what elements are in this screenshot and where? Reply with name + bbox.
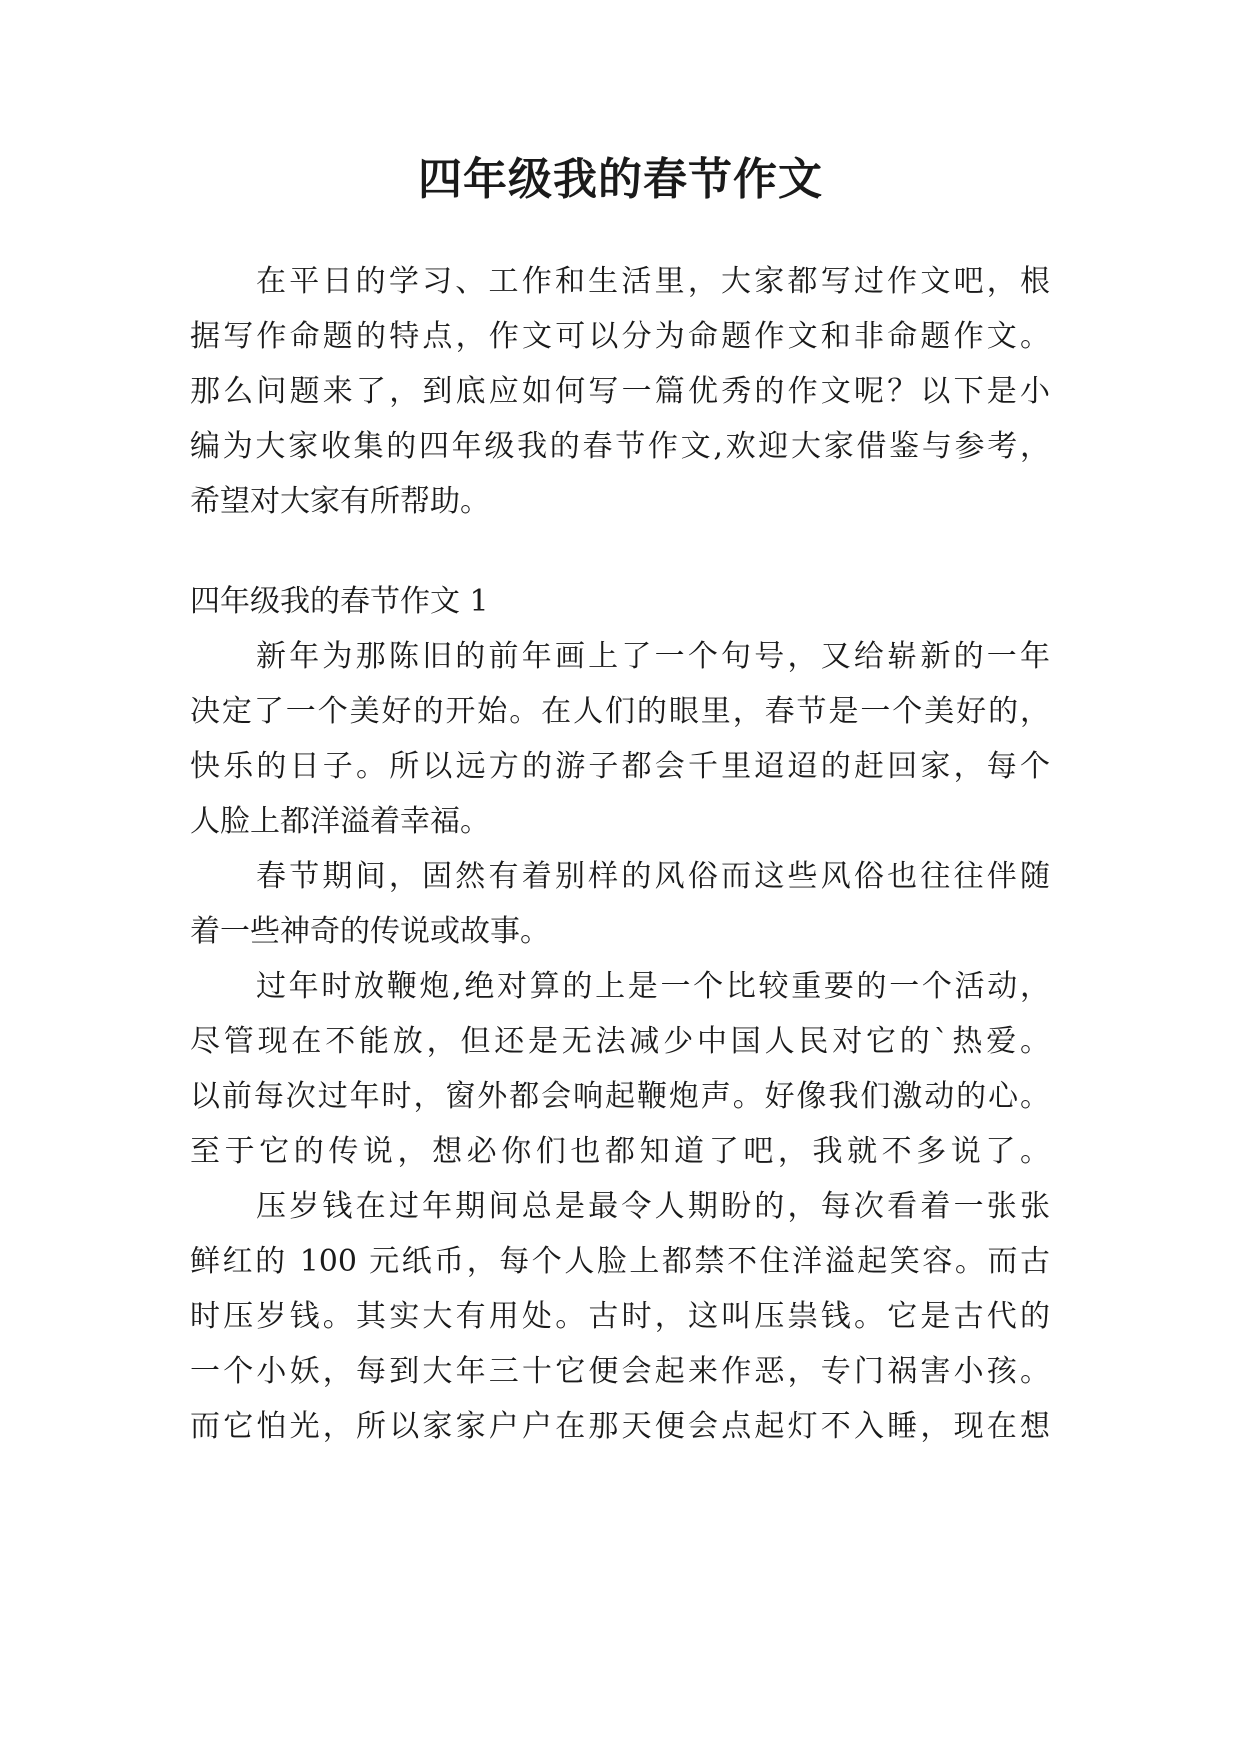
text-line: 希望对大家有所帮助。 [190,484,490,519]
text-line: 时压岁钱。其实大有用处。古时，这叫压祟钱。它是古代的 [190,1299,1050,1334]
text-line: 而它怕光，所以家家户户在那天便会点起灯不入睡，现在想 [190,1409,1050,1444]
text-line: 那么问题来了，到底应如何写一篇优秀的作文呢？以下是小 [190,374,1050,409]
text-line: 据写作命题的特点，作文可以分为命题作文和非命题作文。 [190,319,1050,354]
text-line: 决定了一个美好的开始。在人们的眼里，春节是一个美好的， [190,694,1050,729]
text-line: 人脸上都洋溢着幸福。 [190,804,490,839]
text-line: 在平日的学习、工作和生活里，大家都写过作文吧，根 [256,264,1050,299]
text-line: 尽管现在不能放，但还是无法减少中国人民对它的`热爱。 [190,1024,1050,1059]
text-line: 过年时放鞭炮,绝对算的上是一个比较重要的一个活动， [256,969,1050,1004]
text-line: 一个小妖，每到大年三十它便会起来作恶，专门祸害小孩。 [190,1354,1050,1389]
text-line: 快乐的日子。所以远方的游子都会千里迢迢的赶回家，每个 [190,749,1050,784]
text-line: 以前每次过年时，窗外都会响起鞭炮声。好像我们激动的心。 [190,1079,1050,1114]
text-line: 压岁钱在过年期间总是最令人期盼的，每次看着一张张 [256,1189,1050,1224]
text-line: 着一些神奇的传说或故事。 [190,914,550,949]
text-line: 新年为那陈旧的前年画上了一个句号，又给崭新的一年 [256,639,1050,674]
document-title: 四年级我的春节作文 [418,154,823,205]
text-line: 春节期间，固然有着别样的风俗而这些风俗也往往伴随 [256,859,1050,894]
text-line: 至于它的传说，想必你们也都知道了吧，我就不多说了。 [190,1134,1050,1169]
section-heading: 四年级我的春节作文 1 [190,584,489,619]
text-line: 鲜红的 100 元纸币，每个人脸上都禁不住洋溢起笑容。而古 [190,1244,1050,1279]
text-line: 编为大家收集的四年级我的春节作文,欢迎大家借鉴与参考， [190,429,1050,464]
